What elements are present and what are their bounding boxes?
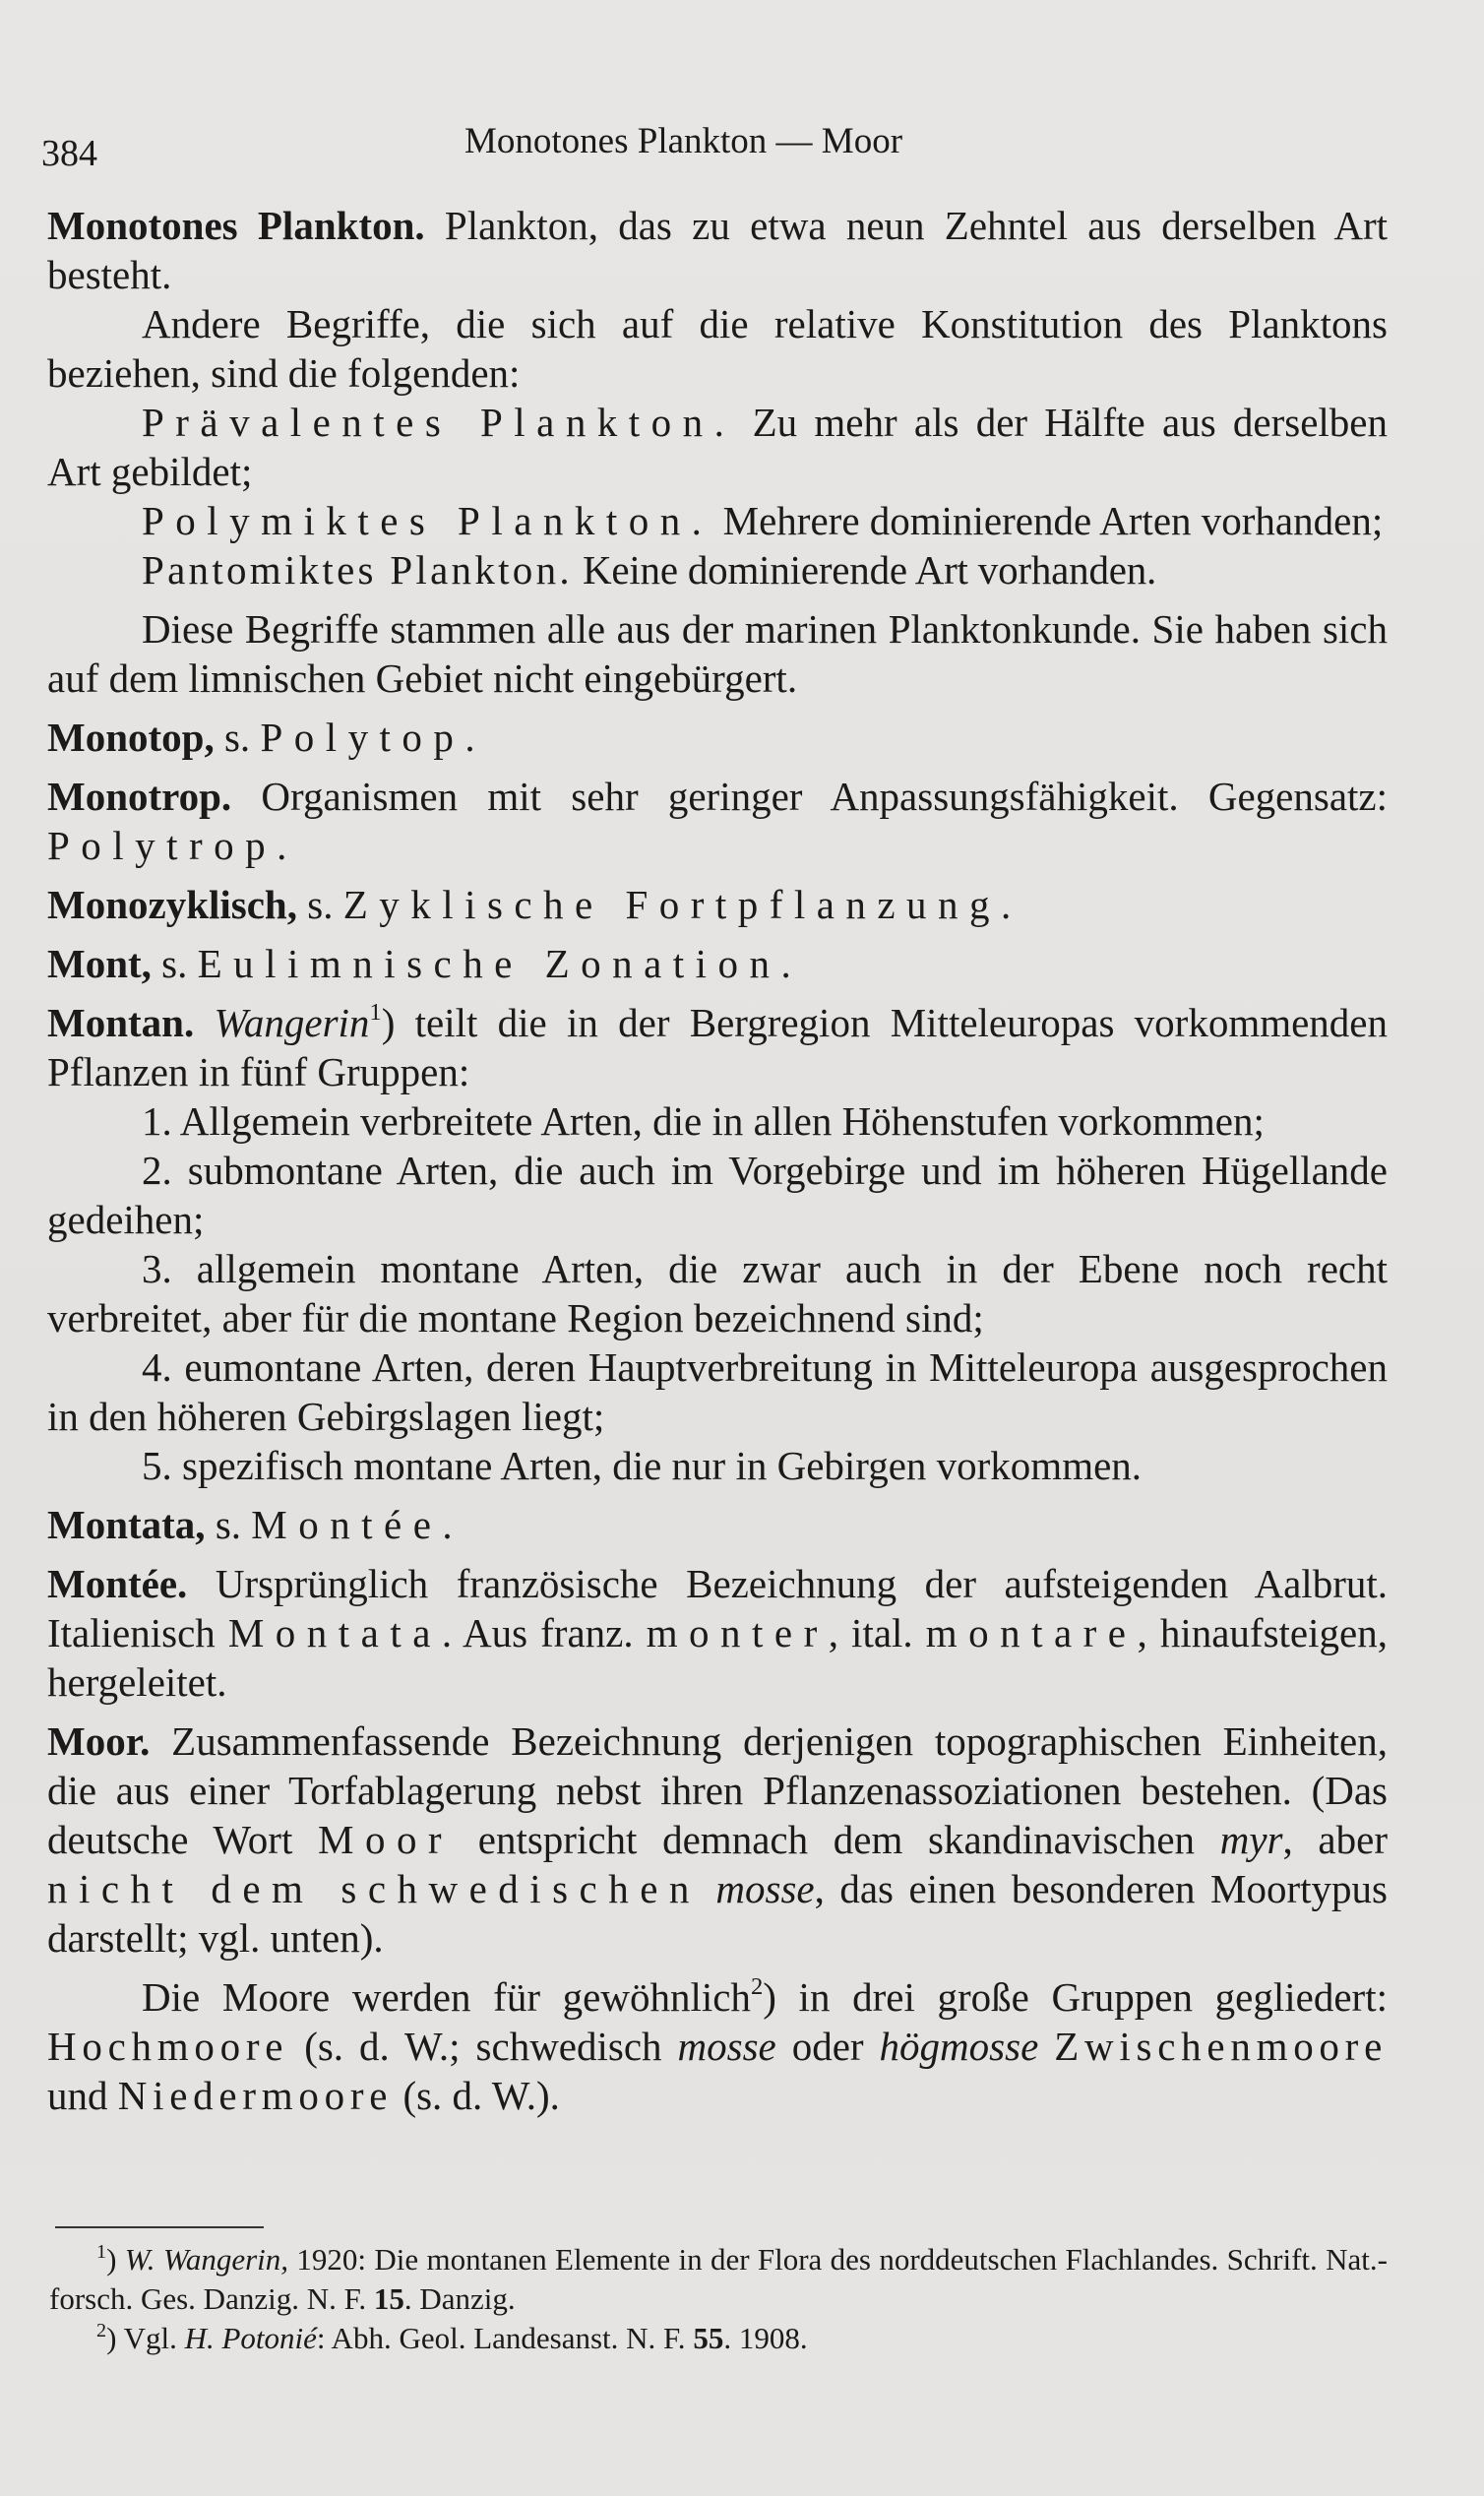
spaced-word: Zwischenmoore: [1054, 2024, 1389, 2069]
cross-reference: Zyklische Fortpflanzung: [342, 882, 1001, 927]
entry-mont: [47, 939, 1388, 988]
definition: Zusammenfassende Bezeichnung derjenigen topographischen Einheiten, die aus einer Torfablagerung nebst ihren Pflanzenassoziationen bestehen. (Das deutsche Wort: [47, 1718, 1388, 1862]
definition: , das einen besonderen Moortypus darstellt; vgl. unten).: [47, 1866, 1388, 1961]
spaced-word: monter: [646, 1610, 829, 1655]
footnote-text: : Abh. Geol. Landesanst. N. F.: [316, 2321, 694, 2355]
footnote-author: H. Potonié: [184, 2321, 317, 2355]
list-item: 5. spezifisch montane Arten, die nur in Gebirgen vorkommen.: [142, 1443, 1143, 1488]
paragraph-andere-begriffe: Andere Begriffe, die sich auf die relative Konstitution des Planktons beziehen, sind die folgenden:: [47, 301, 1388, 396]
cross-reference: Polytop: [260, 715, 465, 760]
punctuation: .: [277, 823, 287, 868]
footnote-marker: 2: [96, 2319, 107, 2341]
author-name: Wangerin: [214, 1000, 370, 1045]
footnote-text: . 1908.: [723, 2321, 808, 2355]
footnote-author: W. Wangerin,: [124, 2242, 289, 2277]
footnote-volume: 55: [693, 2321, 724, 2355]
definition: Plankton, das zu etwa neun Zehntel aus derselben Art besteht.: [47, 203, 1388, 297]
entry-montan: [47, 998, 1388, 1096]
headword: Mont,: [47, 941, 152, 986]
spaced-term: Prävalentes Plankton.: [142, 400, 736, 445]
spaced-word: Montata: [227, 1610, 442, 1655]
text: oder: [775, 2024, 880, 2069]
see-reference-label: s.: [214, 715, 261, 760]
definition: entspricht demnach dem skandinavischen: [453, 1817, 1220, 1862]
punctuation: .: [1000, 882, 1012, 927]
definition: , aber: [1282, 1817, 1388, 1862]
definition: , ital.: [828, 1610, 926, 1655]
footnote-text: ) Vgl.: [106, 2321, 185, 2355]
paragraph-diese-begriffe: Diese Begriffe stammen alle aus der marinen Planktonkunde. Sie haben sich auf dem limnischen Gebiet nicht eingebürgert.: [47, 606, 1388, 701]
paragraph-die-moore: [47, 1972, 1388, 2120]
headword: Monozyklisch,: [47, 882, 297, 927]
definition: Organismen mit sehr geringer Anpassungsfähigkeit. Gegensatz:: [231, 774, 1388, 819]
text: und: [47, 2073, 118, 2118]
footnote-text: 1920: Die montanen Elemente in der Flora des norddeutschen Flachlandes. Schrift. Nat.-forsch. Ges. Danzig. N. F.: [49, 2242, 1388, 2316]
see-reference-label: s.: [205, 1502, 252, 1547]
entry-monotrop: [47, 772, 1388, 870]
cross-reference: Polytrop: [47, 823, 278, 868]
headword: Monotones Plankton.: [47, 203, 425, 248]
see-reference-label: s.: [151, 941, 198, 986]
footnote-1: [49, 2240, 1388, 2319]
footnote-2: [49, 2319, 1388, 2358]
page-header: [0, 118, 1484, 177]
spaced-word: Hochmoore: [47, 2024, 289, 2069]
entry-monotones-plankton: [47, 201, 1388, 299]
headword: Montata,: [47, 1502, 206, 1547]
list-item: 3. allgemein montane Arten, die zwar auch in der Ebene noch recht verbreitet, aber für die montane Region bezeichnend sind;: [47, 1246, 1388, 1341]
spaced-word: nicht dem schwedischen: [47, 1866, 701, 1911]
entry-praevalentes-plankton: [47, 398, 1388, 496]
list-item: 4. eumontane Arten, deren Hauptverbreitung in Mitteleuropa ausgesprochen in den höheren Gebirgslagen liegt;: [47, 1344, 1388, 1439]
italic-word: högmosse: [879, 2024, 1039, 2069]
spaced-term: Polymiktes Plankton.: [142, 498, 713, 543]
italic-word: mosse: [715, 1866, 815, 1911]
footnote-marker: 1: [96, 2240, 107, 2263]
spaced-word: Niedermoore: [117, 2073, 394, 2118]
page-number: 384: [41, 133, 97, 174]
definition: . Aus franz.: [441, 1610, 647, 1655]
spaced-term: Pantomiktes Plankton.: [142, 547, 573, 593]
list-item: 2. submontane Arten, die auch im Vorgebirge und im höheren Hügellande gedeihen;: [47, 1148, 1388, 1242]
footnote-reference: 1: [369, 998, 382, 1026]
entry-polymiktes-plankton: [47, 496, 1388, 545]
headword: Montan.: [47, 1000, 195, 1045]
main-text: [47, 201, 1388, 2120]
spaced-word: montare: [925, 1610, 1138, 1655]
footnotes: [49, 2240, 1388, 2358]
cross-reference: Montée: [251, 1502, 443, 1547]
headword: Montée.: [47, 1561, 188, 1606]
footnote-reference: 2: [750, 1972, 764, 2000]
headword: Monotrop.: [47, 774, 232, 819]
text: Die Moore werden für gewöhnlich: [142, 1974, 751, 2020]
entry-monozyklisch: [47, 880, 1388, 929]
footnote-divider: [55, 2226, 264, 2228]
headword: Moor.: [47, 1718, 151, 1764]
cross-reference: Eulimnische Zonation: [197, 941, 781, 986]
spaced-word: Moor: [318, 1817, 454, 1862]
entry-monotop: [47, 713, 1388, 762]
entry-montata: [47, 1500, 1388, 1549]
headword: Monotop,: [47, 715, 215, 760]
running-title: Monotones Plankton — Moor: [464, 121, 903, 161]
entry-moor: [47, 1716, 1388, 1963]
list-item: 1. Allgemein verbreitete Arten, die in allen Höhenstufen vorkommen;: [142, 1098, 1265, 1144]
entry-montee: [47, 1559, 1388, 1707]
definition: , hinaufsteigen, hergeleitet.: [47, 1610, 1388, 1705]
definition: ) teilt die in der Bergregion Mitteleuropas vorkommenden Pflanzen in fünf Gruppen:: [47, 1000, 1389, 1094]
punctuation: .: [464, 715, 475, 760]
definition: Keine dominierende Art vorhanden.: [572, 547, 1157, 593]
text: ) in drei große Gruppen gegliedert:: [763, 1974, 1388, 2020]
punctuation: .: [780, 941, 791, 986]
italic-word: myr: [1219, 1817, 1283, 1862]
footnote-text: ): [106, 2242, 125, 2277]
definition: Zu mehr als der Hälfte aus derselben Art gebildet;: [47, 400, 1388, 494]
text: (s. d. W.).: [393, 2073, 560, 2118]
definition: [701, 1866, 716, 1911]
italic-word: mosse: [677, 2024, 776, 2069]
definition: Ursprünglich französische Bezeichnung der aufsteigenden Aalbrut. Italienisch: [47, 1561, 1388, 1655]
text: (s. d. W.; schwedisch: [288, 2024, 678, 2069]
punctuation: .: [442, 1502, 453, 1547]
see-reference-label: s.: [297, 882, 343, 927]
definition: Mehrere dominierende Arten vorhanden;: [712, 498, 1384, 543]
entry-pantomiktes-plankton: [47, 545, 1388, 594]
footnote-text: . Danzig.: [403, 2281, 516, 2316]
footnote-volume: 15: [373, 2281, 404, 2316]
text: [1038, 2024, 1054, 2069]
